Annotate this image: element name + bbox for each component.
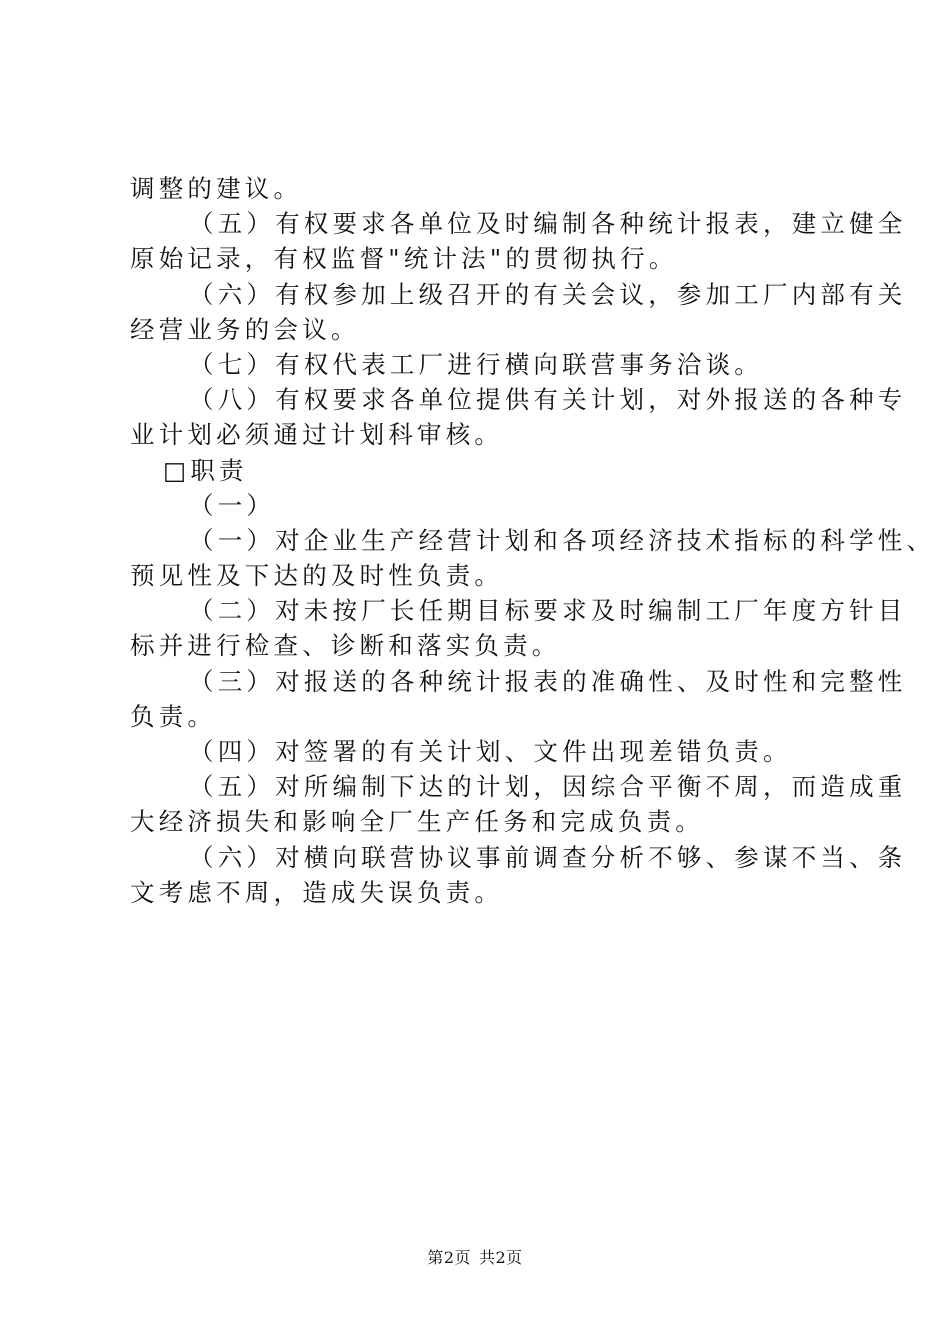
body-line: （六）有权参加上级召开的有关会议，参加工厂内部有关 bbox=[189, 279, 907, 309]
body-line: （二）对未按厂长任期目标要求及时编制工厂年度方针目 bbox=[189, 596, 907, 626]
page-number: 第2页 bbox=[427, 1248, 471, 1267]
body-line: 文考虑不周，造成失误负责。 bbox=[130, 877, 504, 907]
body-line: （五）有权要求各单位及时编制各种统计报表，建立健全 bbox=[189, 209, 907, 239]
section-heading: □职责 bbox=[163, 455, 248, 485]
body-line: 原始记录，有权监督"统计法"的贯彻执行。 bbox=[130, 244, 678, 274]
body-line: （一）对企业生产经营计划和各项经济技术指标的科学性、 bbox=[189, 525, 936, 555]
body-line: （六）对横向联营协议事前调查分析不够、参谋不当、条 bbox=[189, 842, 907, 872]
body-line: 标并进行检查、诊断和落实负责。 bbox=[130, 631, 561, 661]
body-line: 大经济损失和影响全厂生产任务和完成负责。 bbox=[130, 807, 704, 837]
page-total: 共2页 bbox=[479, 1248, 523, 1267]
page-footer bbox=[0, 1245, 950, 1268]
body-line: 调整的建议。 bbox=[130, 174, 303, 203]
body-line: 业计划必须通过计划科审核。 bbox=[130, 420, 504, 450]
body-line: （一） bbox=[189, 490, 276, 520]
body-line: （七）有权代表工厂进行横向联营事务洽谈。 bbox=[189, 349, 763, 379]
document-body bbox=[130, 171, 936, 910]
body-line: （八）有权要求各单位提供有关计划，对外报送的各种专 bbox=[189, 385, 907, 415]
body-line: （三）对报送的各种统计报表的准确性、及时性和完整性 bbox=[189, 666, 907, 696]
body-line: 预见性及下达的及时性负责。 bbox=[130, 561, 504, 591]
body-line: （四）对签署的有关计划、文件出现差错负责。 bbox=[189, 737, 792, 766]
body-line: （五）对所编制下达的计划，因综合平衡不周，而造成重 bbox=[189, 772, 907, 802]
body-line: 负责。 bbox=[130, 701, 217, 731]
body-line: 经营业务的会议。 bbox=[130, 314, 360, 344]
